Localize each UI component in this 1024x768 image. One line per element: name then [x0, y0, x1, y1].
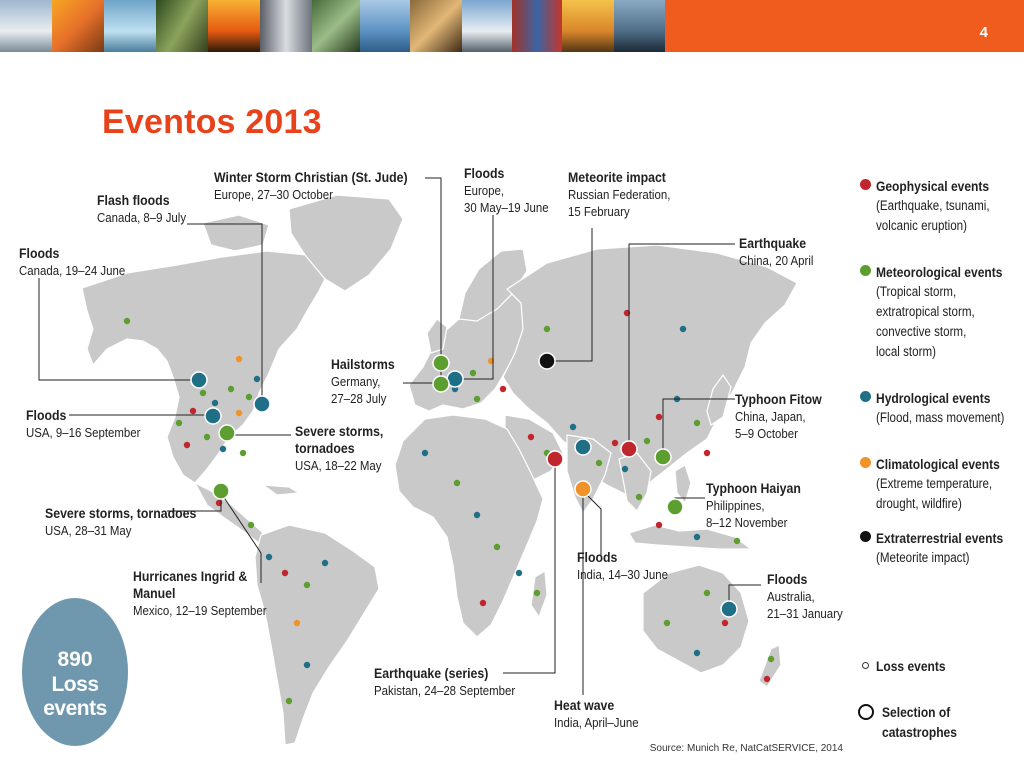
header-photo-strip: [0, 0, 665, 52]
event-dot: [248, 522, 254, 528]
event-label-usa-storms-may-28: Severe storms, tornadoes USA, 28–31 May: [45, 505, 197, 538]
event-label-winter-storm-christian: Winter Storm Christian (St. Jude) Europe, 27–30 October: [214, 169, 408, 202]
event-dot: [644, 438, 650, 444]
event-label-hurricanes-ingrid-manuel: Hurricanes Ingrid & Manuel Mexico, 12–19 September: [133, 568, 267, 618]
event-label-typhoon-haiyan: Typhoon Haiyan Philippines, 8–12 November: [706, 480, 801, 530]
header-bar: [0, 0, 1024, 52]
arctic-islands-landmass: [203, 215, 269, 251]
new-zealand-landmass: [759, 645, 781, 687]
event-dot: [722, 620, 728, 626]
event-dot: [636, 494, 642, 500]
event-label-canada-flash-floods: Flash floods Canada, 8–9 July: [97, 192, 187, 225]
north-america-landmass: [82, 251, 329, 483]
usa-storms-may-28-marker: [213, 483, 229, 499]
event-label-usa-floods: Floods USA, 9–16 September: [26, 407, 141, 440]
event-dot: [694, 534, 700, 540]
catastrophe-circle-icon: [858, 704, 874, 720]
canada-floods-june-marker: [191, 372, 207, 388]
slide-title: Eventos 2013: [102, 103, 322, 141]
event-dot: [200, 390, 206, 396]
event-dot: [236, 410, 242, 416]
event-dot: [124, 318, 130, 324]
canada-flash-floods-marker: [254, 396, 270, 412]
event-dot: [622, 466, 628, 472]
event-dot: [534, 590, 540, 596]
hydrological-dot-icon: [860, 391, 871, 402]
event-dot: [220, 446, 226, 452]
event-dot: [282, 570, 288, 576]
typhoon-fitow-marker: [655, 449, 671, 465]
event-dot: [612, 440, 618, 446]
philippines-landmass: [675, 465, 691, 503]
event-label-typhoon-fitow: Typhoon Fitow China, Japan, 5–9 October: [735, 391, 822, 441]
event-dot: [470, 370, 476, 376]
event-label-pakistan-earthquake: Earthquake (series) Pakistan, 24–28 September: [374, 665, 516, 698]
extraterrestrial-dot-icon: [860, 531, 871, 542]
event-dot: [228, 386, 234, 392]
event-dot: [480, 600, 486, 606]
event-dot: [454, 480, 460, 486]
loss-events-badge-label: Loss events: [43, 673, 107, 720]
south-america-landmass: [255, 525, 379, 745]
meteorite-impact-marker: [539, 353, 555, 369]
event-label-usa-storms-may-18: Severe storms, tornadoes USA, 18–22 May: [295, 423, 384, 473]
climatological-dot-icon: [860, 457, 871, 468]
loss-event-circle-icon: [862, 662, 869, 669]
event-label-europe-floods: Floods Europe, 30 May–19 June: [464, 165, 549, 215]
event-dot: [528, 434, 534, 440]
event-dot: [570, 424, 576, 430]
event-dot: [694, 420, 700, 426]
event-label-india-heat-wave: Heat wave India, April–June: [554, 697, 639, 730]
event-dot: [680, 326, 686, 332]
event-dot: [190, 408, 196, 414]
event-dot: [240, 450, 246, 456]
source-credit: Source: Munich Re, NatCatSERVICE, 2014: [649, 743, 843, 754]
event-dot: [212, 400, 218, 406]
event-label-canada-floods: Floods Canada, 19–24 June: [19, 245, 126, 278]
geophysical-dot-icon: [860, 179, 871, 190]
world-map-panel: [7, 153, 849, 760]
event-dot: [266, 554, 272, 560]
header-accent-bar: [665, 0, 1024, 52]
event-dot: [322, 560, 328, 566]
event-dot: [204, 434, 210, 440]
event-dot: [184, 442, 190, 448]
map-legend: Geophysical events (Earthquake, tsunami, volcanic eruption) Meteorological events (Tropical storm, extratropical storm, convective storm, local storm) Hydrological events (Flood, mass movement) Climatological events (Extreme temperature, drought, wildfire) Extraterrestrial events (Meteorite impact) Loss events Selection of catastrophes: [854, 156, 1020, 760]
event-label-meteorite-impact: Meteorite impact Russian Federation, 15 February: [568, 169, 671, 219]
event-dot: [544, 326, 550, 332]
event-dot: [286, 698, 292, 704]
meteorological-dot-icon: [860, 265, 871, 276]
usa-storms-may-18-marker: [219, 425, 235, 441]
event-dot: [768, 656, 774, 662]
event-dot: [254, 376, 260, 382]
event-dot: [304, 582, 310, 588]
event-dot: [304, 662, 310, 668]
event-dot: [474, 512, 480, 518]
loss-events-count: 890: [57, 648, 93, 671]
usa-floods-september-marker: [205, 408, 221, 424]
caribbean-landmass: [263, 485, 299, 495]
china-earthquake-marker: [621, 441, 637, 457]
continents: [82, 195, 797, 745]
event-dot: [516, 570, 522, 576]
event-dot: [664, 620, 670, 626]
event-dot: [236, 356, 242, 362]
event-dot: [694, 650, 700, 656]
event-dot: [494, 544, 500, 550]
event-label-germany-hailstorms: Hailstorms Germany, 27–28 July: [331, 356, 395, 406]
event-dot: [764, 676, 770, 682]
event-dot: [500, 386, 506, 392]
event-dot: [734, 538, 740, 544]
event-dot: [656, 522, 662, 528]
event-dot: [176, 420, 182, 426]
event-dot: [596, 460, 602, 466]
typhoon-haiyan-marker: [667, 499, 683, 515]
event-dot: [246, 394, 252, 400]
germany-hailstorms-marker: [433, 376, 449, 392]
event-label-india-floods: Floods India, 14–30 June: [577, 549, 668, 582]
australia-floods-marker: [721, 601, 737, 617]
india-floods-marker: [575, 439, 591, 455]
loss-events-badge: [22, 598, 128, 746]
india-heat-wave-marker: [575, 481, 591, 497]
event-dot: [704, 590, 710, 596]
event-dot: [704, 450, 710, 456]
event-dot: [422, 450, 428, 456]
central-america-landmass: [195, 483, 269, 543]
page-number: 4: [979, 24, 988, 41]
event-dot: [656, 414, 662, 420]
pakistan-earthquake-marker: [547, 451, 563, 467]
event-dot: [294, 620, 300, 626]
winter-storm-christian-marker: [433, 355, 449, 371]
event-label-china-earthquake: Earthquake China, 20 April: [739, 235, 814, 268]
event-dot: [474, 396, 480, 402]
event-label-australia-floods: Floods Australia, 21–31 January: [767, 571, 843, 621]
